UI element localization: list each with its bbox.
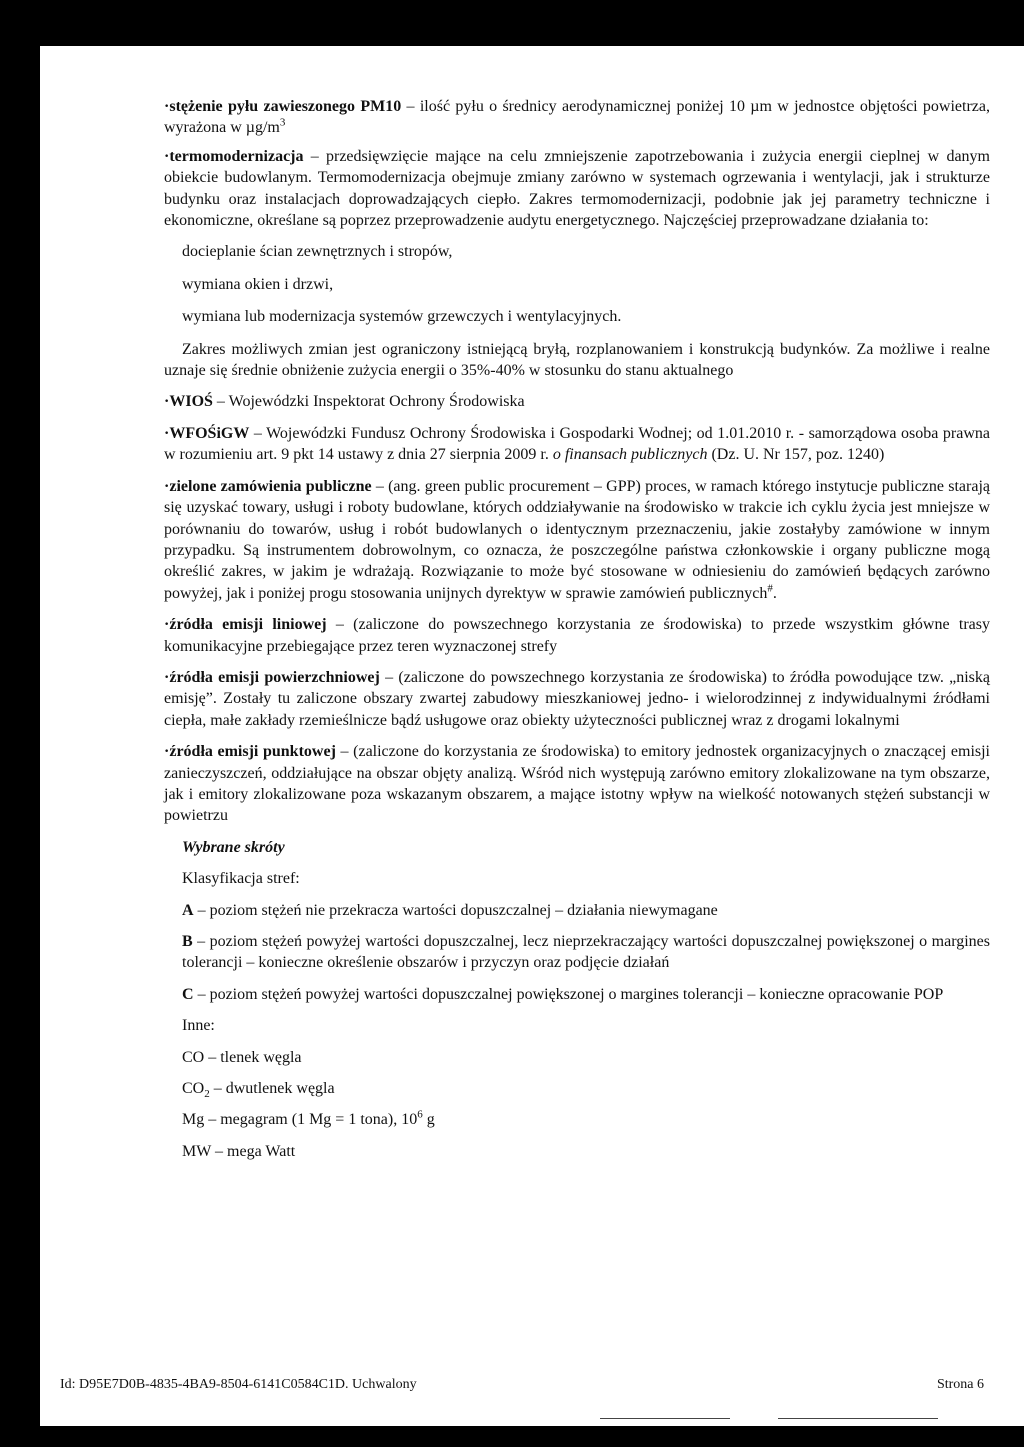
termomodernizacja-note: Zakres możliwych zmian jest ograniczony istniejącą bryłą, rozplanowaniem i konstrukcją budynków. Za możliwe i realne uznaje się średnie obniżenie zużycia energii o 35%-40% w stosunku do stanu aktualnego [164,340,990,380]
term-pm10: ·stężenie pyłu zawieszonego PM10 [164,98,402,115]
superscript-3: 3 [279,117,286,130]
definition-termomodernizacja: – przedsięwzięcie mające na celu zmniejszenie zapotrzebowania i zużycia energii cieplnej w danym obiekcie budowlanym. Termomodernizacja obejmuje zmiany zarówno w systemach ogrzewania i wentylacji, jak i strukturze budynku oraz instalacjach doprowadzających ciepło. Zakres termomodernizacji, podobnie jak jej parametry techniczne i ekonomiczne, określane są poprzez przeprowadzenie audytu energetycznego. Najczęściej przeprowadzane działania to: [164,147,990,230]
mg-suffix: g [422,1111,435,1129]
term-linear-emission: ·źródła emisji liniowej [164,616,327,634]
entry-linear-emission [164,614,990,657]
entry-surface-emission [164,667,990,731]
term-wfosigw: ·WFOŚiGW [164,424,250,442]
class-a [164,900,990,921]
entry-wios [164,391,990,412]
definition-point-emission: – (zaliczone do korzystania ze środowiska) to emitory jednostek organizacyjnych o znaczącej emisji zanieczyszczeń, oddziałujące na obszar objęty analizą. Wśród nich występują zarówno emitory zlokalizowane na tym obszarze, jak i emitory zlokalizowane poza wskazanym obszarem, a mające istotny wpływ na wielkość notowanych stężeń substancji w powietrzu [164,743,991,825]
class-b [164,931,990,974]
footnote-marker: # [767,582,773,595]
co2-prefix: CO [182,1080,205,1098]
heading-text: Wybrane skróty [182,838,285,856]
term-termomodernizacja: ·termomodernizacja [164,147,304,165]
class-c-text: – poziom stężeń powyżej wartości dopuszczalnej powiększonej o margines tolerancji – konieczne opracowanie POP [193,985,944,1003]
document-page [40,46,1024,1426]
bottom-rule [778,1418,938,1419]
entry-pm10 [164,96,990,139]
definition-linear-emission: – (zaliczone do powszechnego korzystania ze środowiska) to przede wszystkim główne trasy komunikacyjne przebiegające przez teren wyznaczonej strefy [164,616,990,655]
list-item: wymiana lub modernizacja systemów grzewczych i wentylacyjnych. [182,308,622,326]
page-number: Strona 6 [936,1377,984,1392]
mg-superscript: 6 [417,1109,423,1122]
co2-subscript: 2 [204,1088,210,1101]
class-b-text: – poziom stężeń powyżej wartości dopuszczalnej, lecz nieprzekraczający wartości dopuszczalnej powiększonej o margines tolerancji – konieczne określenie obszarów i przyczyn oraz podjęcie działań [182,933,990,972]
term-surface-emission: ·źródła emisji powierzchniowej [164,668,380,686]
act-title: o finansach publicznych [552,446,708,464]
list-item: wymiana okien i drzwi, [182,275,334,293]
term-green-procurement: ·zielone zamówienia publiczne [164,477,372,495]
list-item: docieplanie ścian zewnętrznych i stropów, [182,243,453,261]
abbr-co2 [182,1078,990,1099]
definition-wfosigw: – Wojewódzki Fundusz Ochrony Środowiska i Gospodarki Wodnej; od 1.01.2010 r. - samorządowa osoba prawna w rozumieniu art. 9 pkt 14 ustawy z dnia 27 sierpnia 2009 r. [164,424,990,464]
class-a-text: – poziom stężeń nie przekracza wartości dopuszczalnej – działania niewymagane [193,901,718,919]
definition-wios: – Wojewódzki Inspektorat Ochrony Środowiska [212,393,525,411]
act-reference: (Dz. U. Nr 157, poz. 1240) [707,446,885,464]
class-c [164,984,990,1005]
other-label: Inne: [182,1017,215,1035]
abbr-co: CO – tlenek węgla [182,1048,302,1066]
mg-prefix: Mg – megagram (1 Mg = 1 tona), 10 [182,1111,418,1129]
term-wios: ·WIOŚ [164,393,213,411]
abbr-mw: MW – mega Watt [182,1142,296,1160]
definition-pm10: – ilość pyłu o średnicy aerodynamicznej poniżej 10 µm w jednostce objętości powietrza, wyrażona w µg/m [164,98,991,137]
term-point-emission: ·źródła emisji punktowej [164,743,336,761]
page-content [164,96,990,1172]
document-id: Id: D95E7D0B-4835-4BA9-8504-6141C0584C1D. Uchwalony [60,1377,417,1392]
entry-wfosigw [164,423,990,466]
abbreviations-heading [182,837,990,858]
abbr-mg [182,1109,990,1130]
class-b-key: B [182,933,193,950]
class-a-key: A [182,901,194,919]
entry-point-emission [164,741,990,827]
class-c-key: C [182,985,194,1003]
entry-green-procurement [164,476,990,604]
definition-surface-emission: – (zaliczone do powszechnego korzystania ze środowiska) to źródła powodujące tzw. „niską emisję”. Zostały tu zaliczone obszary zwartej zabudowy mieszkaniowej jedno- i wielorodzinnej z indywidualnymi źródłami ciepła, małe zakłady rzemieślnicze bądź usługowe oraz obiekty użyteczności publicznej wraz z drogami lokalnymi [164,668,990,729]
bottom-rule [600,1418,730,1419]
period: . [772,584,777,602]
co2-suffix: – dwutlenek węgla [209,1080,335,1098]
entry-termomodernizacja [164,146,990,232]
definition-green-procurement: – (ang. green public procurement – GPP) proces, w ramach którego instytucje publiczne starają się uzyskać towary, usługi i roboty budowlane, których oddziaływanie na środowisko w trakcie ich cyklu życia jest mniejsze w porównaniu do towarów, usług i robót budowlanych o identycznym przeznaczeniu, jakie zostałyby zamówione w innym przypadku. Są instrumentem dobrowolnym, co oznacza, że poszczególne państwa członkowskie i organy publiczne mogą określić zakres, w jakim je wdrażają. Rozwiązanie to może być stosowane w odniesieniu do zamówień będących zarówno powyżej, jak i poniżej progu stosowania unijnych dyrektyw w sprawie zamówień publicznych [164,477,990,602]
classification-label: Klasyfikacja stref: [182,870,300,888]
